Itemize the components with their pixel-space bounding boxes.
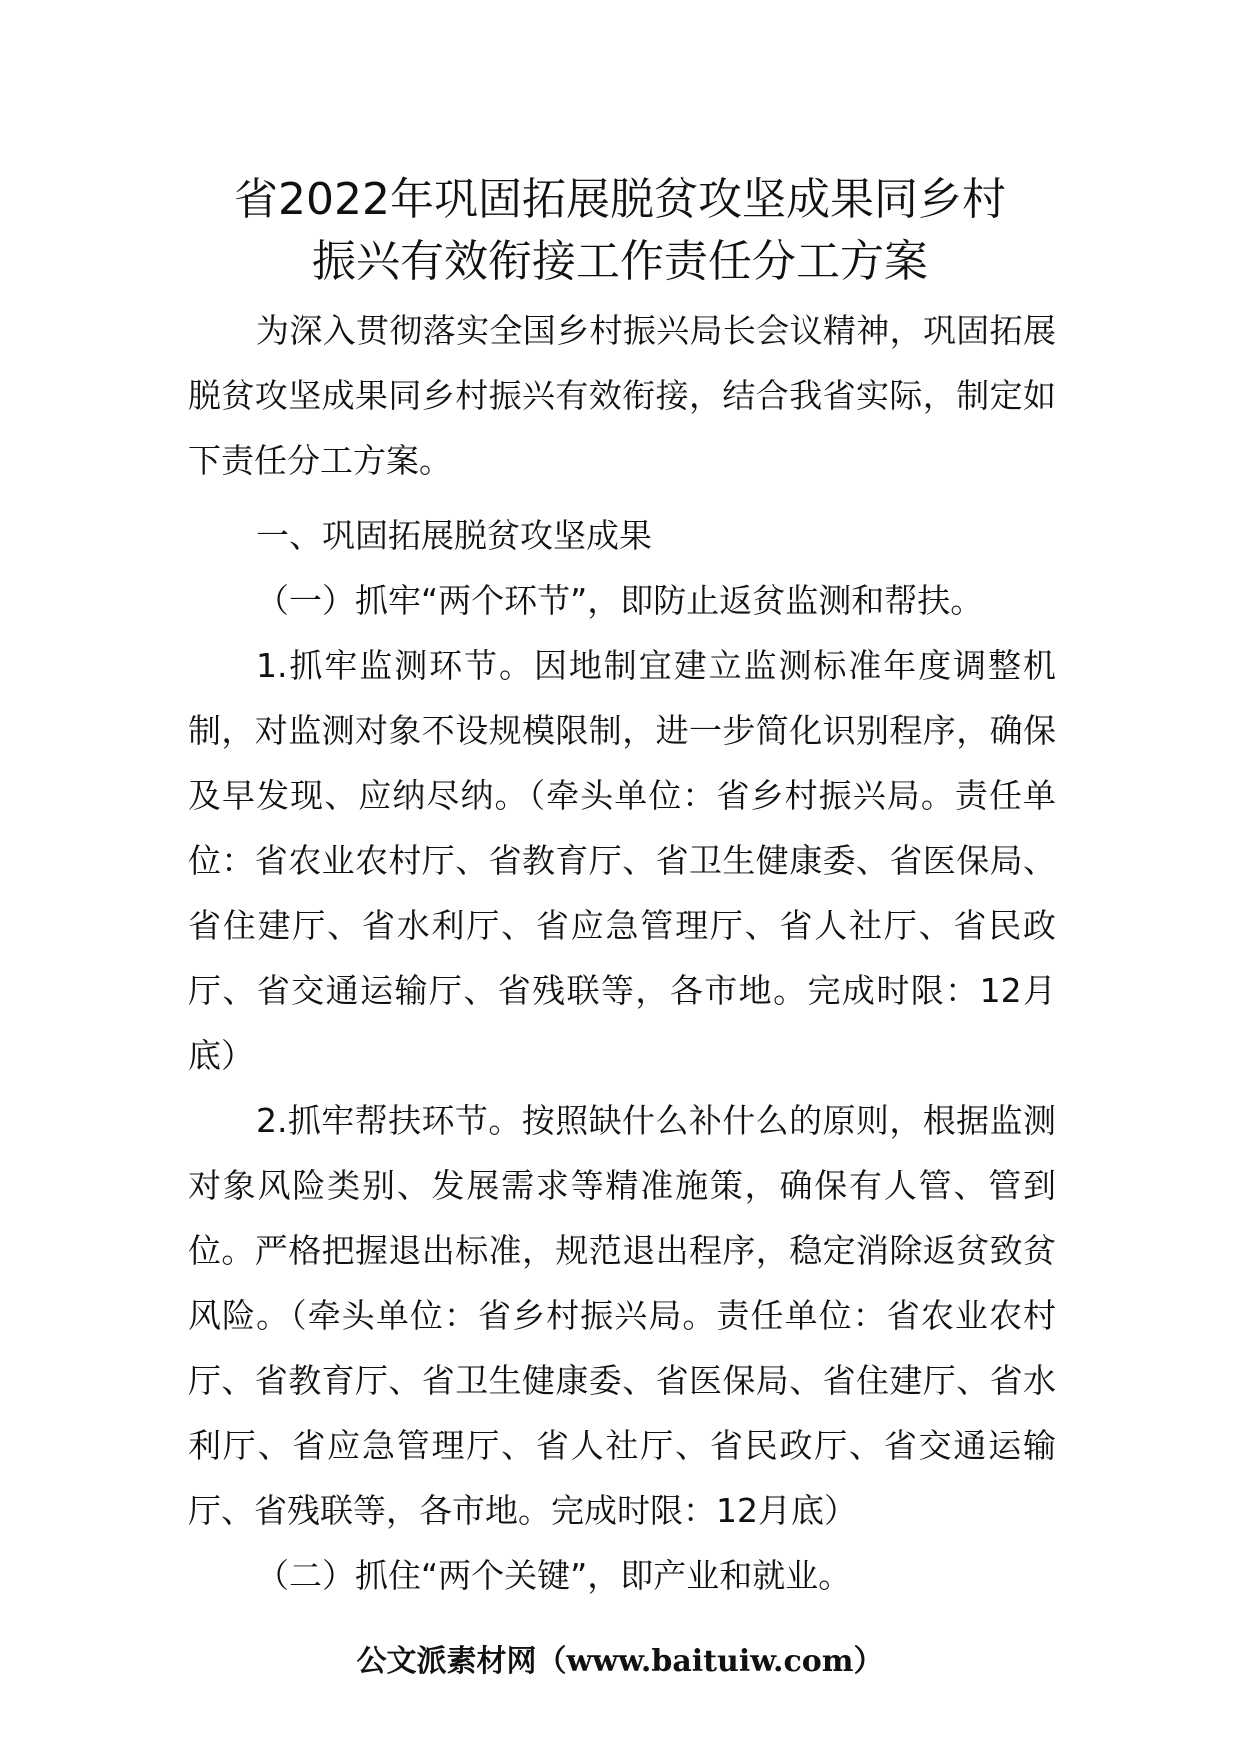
paragraph-item-2: 2.抓牢帮扶环节。按照缺什么补什么的原则，根据监测对象风险类别、发展需求等精准施策，确保有人管、管到位。严格把握退出标准，规范退出程序，稳定消除返贫致贫风险。（牵头单位：省乡村振兴局。责任单位：省农业农村厅、省教育厅、省卫生健康委、省医保局、省住建厅、省水利厅、省应急管理厅、省人社厅、省民政厅、省交通运输厅、省残联等，各市地。完成时限：12月底） bbox=[188, 1101, 1056, 1530]
document-title-line-2: 振兴有效衔接工作责任分工方案 bbox=[312, 236, 928, 287]
footer-watermark: 公文派素材网（www.baituiw.com） bbox=[356, 1644, 884, 1679]
paragraph-item-1: 1.抓牢监测环节。因地制宜建立监测标准年度调整机制，对监测对象不设规模限制，进一步简化识别程序，确保及早发现、应纳尽纳。（牵头单位：省乡村振兴局。责任单位：省农业农村厅、省教育厅、省卫生健康委、省医保局、省住建厅、省水利厅、省应急管理厅、省人社厅、省民政厅、省交通运输厅、省残联等，各市地。完成时限：12月底） bbox=[188, 646, 1056, 1075]
subsection-heading-2: （二）抓住“两个关键”，即产业和就业。 bbox=[256, 1556, 852, 1595]
section-heading-1: 一、巩固拓展脱贫攻坚成果 bbox=[256, 516, 652, 555]
paragraph-intro: 为深入贯彻落实全国乡村振兴局长会议精神，巩固拓展脱贫攻坚成果同乡村振兴有效衔接，结合我省实际，制定如下责任分工方案。 bbox=[188, 311, 1056, 480]
document-title-line-1: 省2022年巩固拓展脱贫攻坚成果同乡村 bbox=[234, 174, 1006, 225]
document-body bbox=[188, 298, 1056, 1608]
subsection-heading-1: （一）抓牢“两个环节”，即防止返贫监测和帮扶。 bbox=[256, 581, 984, 620]
